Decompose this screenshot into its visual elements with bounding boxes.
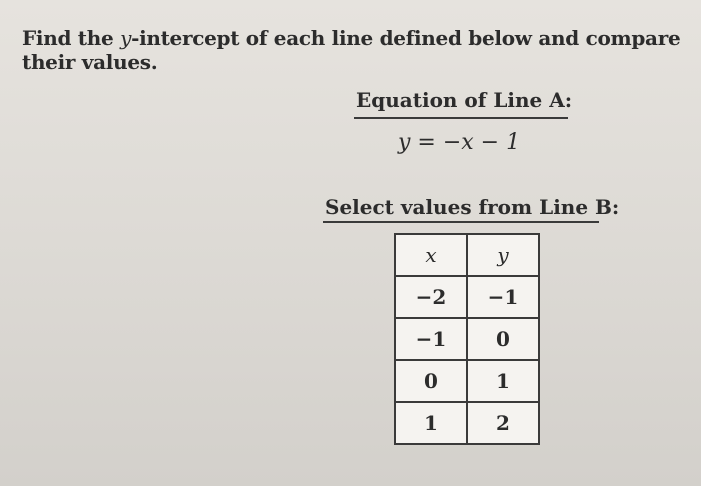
table-row [395,318,539,360]
question-suffix: -intercept of each line defined below and compare their values. [22,26,681,74]
question-prefix: Find the [22,26,121,50]
line-b-values-table [394,233,540,445]
table-cell-x: −1 [395,318,467,360]
line-a-heading: Equation of Line A: [356,88,573,112]
table-cell-x: −2 [395,276,467,318]
table-cell-y: 2 [467,402,539,444]
table-cell-x: 1 [395,402,467,444]
question-variable: y [120,26,132,50]
table-row [395,360,539,402]
table-header-row [395,234,539,276]
line-a-divider [354,117,568,119]
table-cell-y: 0 [467,318,539,360]
table-row [395,276,539,318]
line-a-equation: y = −x − 1 [398,130,521,155]
table-cell-y: 1 [467,360,539,402]
table-cell-x: 0 [395,360,467,402]
table-cell-y: −1 [467,276,539,318]
line-b-heading: Select values from Line B: [325,195,620,219]
table-row [395,402,539,444]
table-header-y: y [467,234,539,276]
table-header-x: x [395,234,467,276]
line-b-underline [323,221,599,223]
question-text [22,26,692,74]
